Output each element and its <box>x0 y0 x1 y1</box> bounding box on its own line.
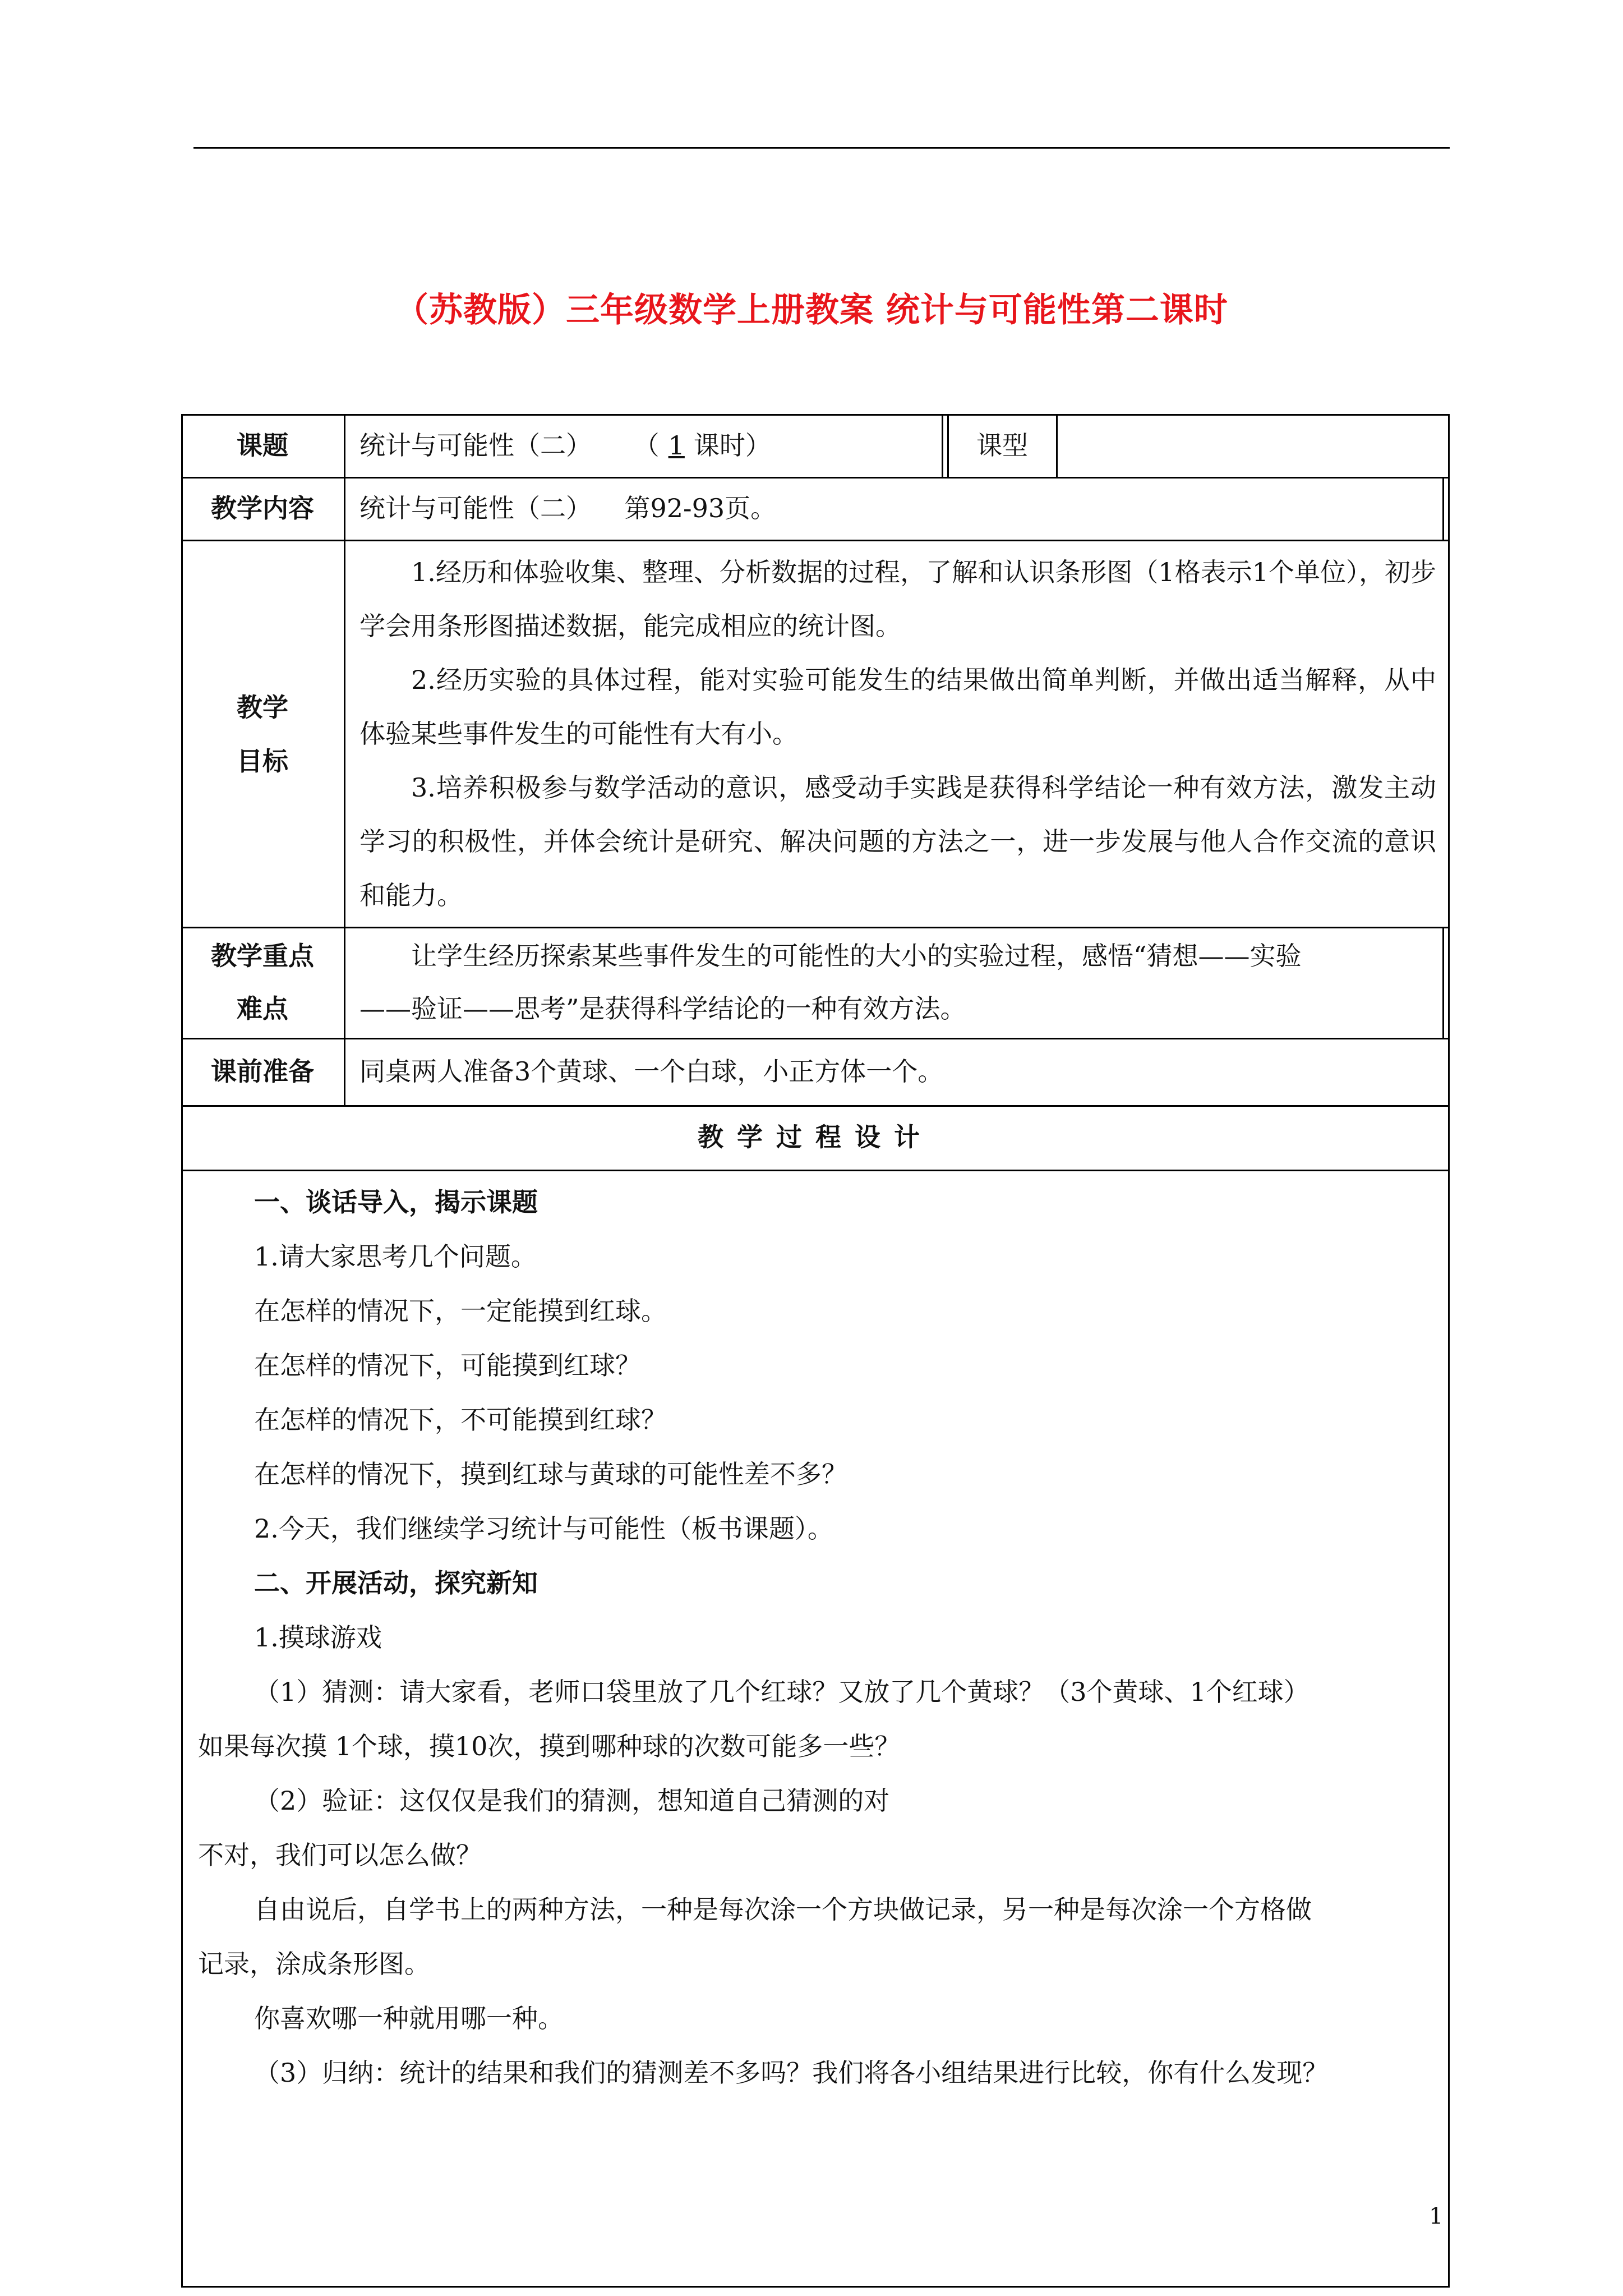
process-line: 在怎样的情况下，不可能摸到红球？ <box>254 1405 667 1435</box>
page-number: 1 <box>1429 2203 1444 2229</box>
process-line: 自由说后，自学书上的两种方法，一种是每次涂一个方块做记录，另一种是每次涂一个方格做 <box>254 1894 1312 1925</box>
key-label-line1: 教学重点 <box>211 941 314 971</box>
content-label: 教学内容 <box>211 493 314 523</box>
key-label-line2: 难点 <box>237 993 288 1024</box>
process-line: 如果每次摸 1个球，摸10次，摸到哪种球的次数可能多一些？ <box>198 1731 901 1761</box>
period-close: 课时） <box>693 430 771 461</box>
period-count: 1 <box>668 430 685 461</box>
table-border-bottom <box>181 2286 1450 2288</box>
process-line: 2.今天，我们继续学习统计与可能性（板书课题）。 <box>254 1513 833 1544</box>
topic-value <box>359 418 771 472</box>
content-double-edge <box>1442 477 1444 540</box>
goal-item: 1.经历和体验收集、整理、分析数据的过程，了解和认识条形图（1格表示1个单位），初步学会用条形图描述数据，能完成相应的统计图。 <box>359 557 1436 641</box>
process-line: （1）猜测：请大家看，老师口袋里放了几个红球？又放了几个黄球？（3个黄球、1个红球） <box>254 1677 1310 1707</box>
topic-name: 统计与可能性（二） <box>359 430 592 461</box>
goals-label-line1: 教学 <box>237 692 288 723</box>
process-line: 在怎样的情况下，可能摸到红球？ <box>254 1350 641 1381</box>
row-divider <box>181 477 1450 478</box>
goals-label-line2: 目标 <box>237 746 288 776</box>
label-column-divider <box>344 414 345 1105</box>
process-line: 你喜欢哪一种就用哪一种。 <box>254 2003 564 2033</box>
process-line: （3）归纳：统计的结果和我们的猜测差不多吗？我们将各小组结果进行比较，你有什么发现？ <box>254 2058 1329 2088</box>
process-line: 在怎样的情况下，摸到红球与黄球的可能性差不多？ <box>254 1459 847 1489</box>
process-line: 在怎样的情况下，一定能摸到红球。 <box>254 1296 667 1326</box>
goal-item: 2.经历实验的具体过程，能对实验可能发生的结果做出简单判断，并做出适当解释，从中体验某些事件发生的可能性有大有小。 <box>359 665 1436 749</box>
process-line: 记录，涂成条形图。 <box>198 1949 430 1979</box>
key-text-line2: ——验证——思考”是获得科学结论的一种有效方法。 <box>359 993 966 1024</box>
key-text-line1: 让学生经历探索某些事件发生的可能性的大小的实验过程，感悟“猜想——实验 <box>411 941 1302 971</box>
section1-heading: 一、谈话导入，揭示课题 <box>254 1187 538 1217</box>
topic-label: 课题 <box>237 430 288 461</box>
process-line: （2）验证：这仅仅是我们的猜测，想知道自己猜测的对 <box>254 1786 890 1816</box>
topic-divider-double <box>947 414 949 477</box>
table-border-top <box>181 414 1450 416</box>
document-title: （苏教版）三年级数学上册教案 统计与可能性第二课时 <box>395 291 1228 330</box>
process-line: 不对，我们可以怎么做？ <box>198 1840 482 1870</box>
content-value: 统计与可能性（二） 第92-93页。 <box>359 493 777 523</box>
section2-heading: 二、开展活动，探究新知 <box>254 1568 538 1598</box>
row-divider <box>181 540 1450 541</box>
topic-divider <box>942 414 943 477</box>
row-divider <box>181 1105 1450 1107</box>
type-divider <box>1056 414 1058 477</box>
process-line: 1.请大家思考几个问题。 <box>254 1241 537 1272</box>
type-label: 课型 <box>976 430 1028 461</box>
prep-label: 课前准备 <box>211 1056 314 1087</box>
process-title: 教学过程设计 <box>698 1122 933 1152</box>
lesson-plan-table <box>181 414 1450 2288</box>
process-line: 1.摸球游戏 <box>254 1622 382 1653</box>
row-divider <box>181 1038 1450 1039</box>
prep-value: 同桌两人准备3个黄球、一个白球，小正方体一个。 <box>359 1056 944 1087</box>
table-border-right <box>1448 414 1450 2288</box>
row-divider <box>181 927 1450 928</box>
key-double-edge <box>1442 927 1444 1038</box>
goal-item: 3.培养积极参与数学活动的意识，感受动手实践是获得科学结论一种有效方法，激发主动学习的积极性，并体会统计是研究、解决问题的方法之一，进一步发展与他人合作交流的意识和能力。 <box>359 772 1436 910</box>
header-rule <box>193 147 1450 149</box>
period-open: （ <box>633 430 660 461</box>
row-divider <box>181 1170 1450 1171</box>
